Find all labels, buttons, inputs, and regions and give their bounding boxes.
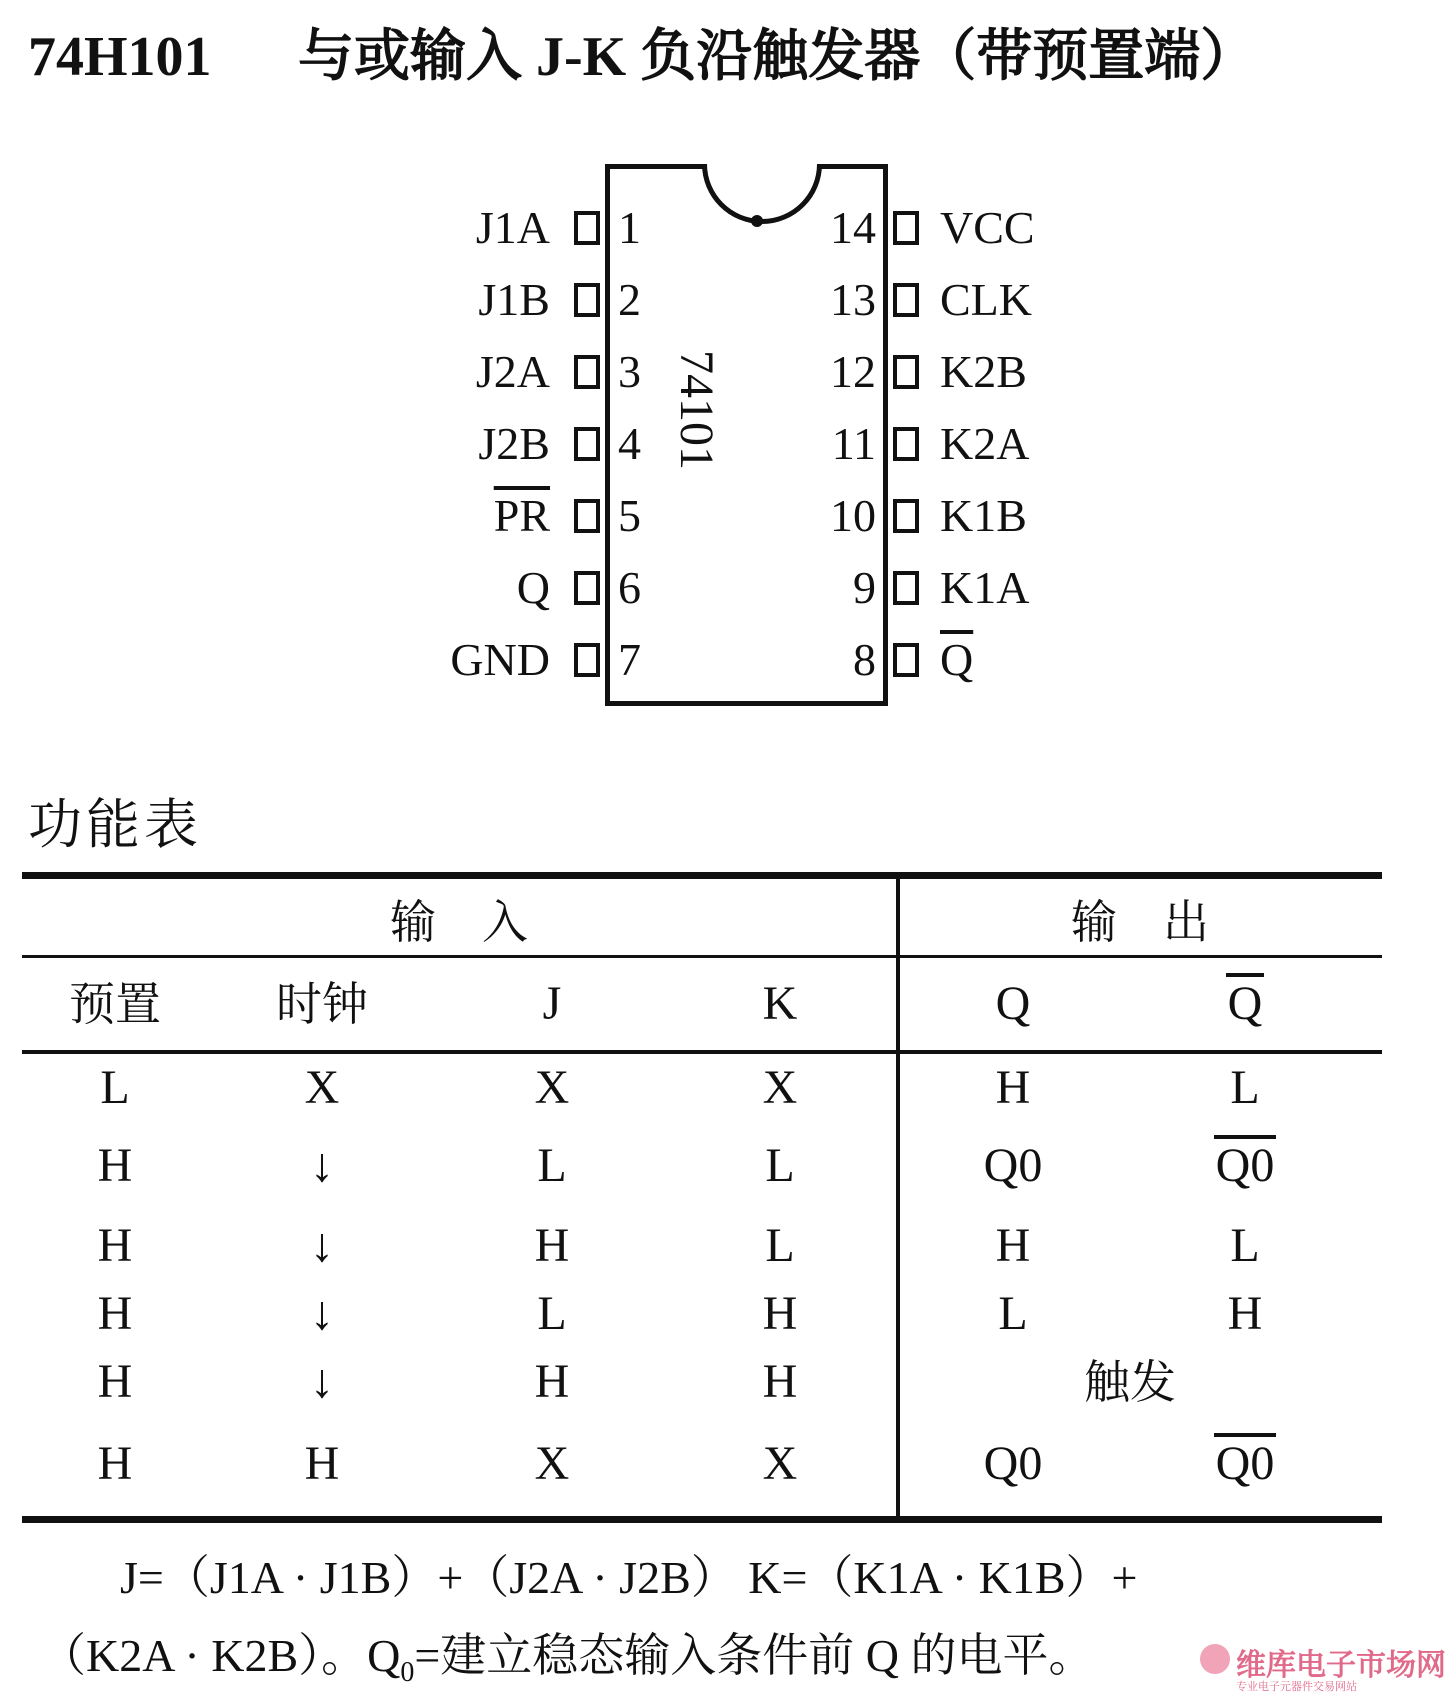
row-5-col-3 xyxy=(457,1350,647,1414)
row-5-col-2-text: ↓ xyxy=(310,1355,334,1408)
pin-number-8: 8 xyxy=(853,634,876,685)
row-2-col-1-text: H xyxy=(97,1139,133,1192)
chip-label: 74101 xyxy=(670,350,723,470)
pin-name-13: CLK xyxy=(940,274,1032,325)
row-2-col-2-text: ↓ xyxy=(310,1139,334,1192)
row-4-col-3-text: L xyxy=(537,1287,567,1340)
row-1-col-4 xyxy=(685,1056,875,1120)
row-1-col-1-text: L xyxy=(100,1061,130,1114)
row-3-col-1-text: H xyxy=(97,1219,133,1272)
row-5-col-4 xyxy=(685,1350,875,1414)
row-6-col-3 xyxy=(457,1432,647,1496)
pin-name-8: $\overline{Q}$ xyxy=(940,634,974,685)
io-divider xyxy=(896,876,900,1520)
row-3-col-3-text: H xyxy=(534,1219,570,1272)
row-5-col-1-text: H xyxy=(97,1355,133,1408)
row-1-col-1 xyxy=(20,1056,210,1120)
function-table-title: 功能表 xyxy=(28,793,202,856)
pin-box-5 xyxy=(574,499,600,533)
row-5-col-1 xyxy=(20,1350,210,1414)
pin-name-14: VCC xyxy=(940,202,1035,253)
row-6-col-2 xyxy=(227,1432,417,1496)
row-3-col-1 xyxy=(20,1214,210,1278)
row-2-col-4-text: L xyxy=(765,1139,795,1192)
row-4-col-3 xyxy=(457,1282,647,1346)
pin-name-3: J2A xyxy=(475,346,550,397)
group-rule xyxy=(22,955,1382,958)
row-1-col-3 xyxy=(457,1056,647,1120)
pin-name-6: Q xyxy=(516,562,550,613)
row-3-col-2 xyxy=(227,1214,417,1278)
pin-box-10 xyxy=(893,499,919,533)
row-2-qbar xyxy=(1150,1134,1340,1198)
pin-name-7: GND xyxy=(450,634,550,685)
part-number: 74H101 xyxy=(28,26,212,88)
pin-box-13 xyxy=(893,283,919,317)
row-6-col-4 xyxy=(685,1432,875,1496)
pin-number-9: 9 xyxy=(853,562,876,613)
header-col-5 xyxy=(918,972,1108,1036)
pin-name-12: K2B xyxy=(940,346,1027,397)
row-1-col-2-text: X xyxy=(304,1061,340,1114)
row-3-q xyxy=(918,1214,1108,1278)
note-line-1: J=（J1A · J1B）+（J2A · J2B） K=（K1A · K1B）+ xyxy=(120,1552,1138,1603)
pin-box-14 xyxy=(893,211,919,245)
pin-box-6 xyxy=(574,571,600,605)
pin-number-6: 6 xyxy=(618,562,641,613)
header-col-4 xyxy=(685,972,875,1036)
pin-name-1: J1A xyxy=(475,202,550,253)
row-6-col-2-text: H xyxy=(304,1437,340,1490)
pin-box-9 xyxy=(893,571,919,605)
row-6-qbar-text: Q0 xyxy=(1214,1433,1277,1490)
pin-name-4: J2B xyxy=(478,418,550,469)
note-line-2-end: =建立稳态输入条件前 Q 的电平。 xyxy=(414,1630,1095,1681)
header-col-3-text: J xyxy=(542,977,562,1030)
pin-number-10: 10 xyxy=(830,490,876,541)
row-6-col-1 xyxy=(20,1432,210,1496)
table-bottom-rule xyxy=(22,1516,1382,1523)
pin-number-14: 14 xyxy=(830,202,876,253)
row-1-q-text: H xyxy=(995,1061,1031,1114)
row-1-col-3-text: X xyxy=(534,1061,570,1114)
header-col-5-text: Q xyxy=(995,977,1031,1030)
row-4-qbar-text: H xyxy=(1227,1287,1263,1340)
pin-box-11 xyxy=(893,427,919,461)
pin-number-13: 13 xyxy=(830,274,876,325)
row-1-col-4-text: X xyxy=(762,1061,798,1114)
row-1-qbar xyxy=(1150,1056,1340,1120)
pin-number-2: 2 xyxy=(618,274,641,325)
watermark-name: 维库电子市场网 xyxy=(1236,1648,1446,1683)
pin-number-3: 3 xyxy=(618,346,641,397)
row-2-col-2 xyxy=(227,1134,417,1198)
pin-box-7 xyxy=(574,643,600,677)
row-4-col-2 xyxy=(227,1282,417,1346)
row-1-qbar-text: L xyxy=(1230,1061,1260,1114)
header-col-3 xyxy=(457,972,647,1036)
row-2-col-3 xyxy=(457,1134,647,1198)
row-4-q xyxy=(918,1282,1108,1346)
row-3-col-4-text: L xyxy=(765,1219,795,1272)
row-4-col-1 xyxy=(20,1282,210,1346)
header-rule xyxy=(22,1050,1382,1054)
row-2-col-4 xyxy=(685,1134,875,1198)
pin-box-12 xyxy=(893,355,919,389)
note-subscript: 0 xyxy=(400,1657,415,1688)
row-6-qbar xyxy=(1150,1432,1340,1496)
pin-box-4 xyxy=(574,427,600,461)
header-col-4-text: K xyxy=(762,977,798,1030)
row-6-q xyxy=(918,1432,1108,1496)
row-4-col-4 xyxy=(685,1282,875,1346)
row-4-col-4-text: H xyxy=(762,1287,798,1340)
note-line-2-start: （K2A · K2B）。Q xyxy=(40,1630,401,1681)
page-title xyxy=(28,22,1388,92)
watermark-logo xyxy=(1200,1640,1446,1700)
row-4-col-2-text: ↓ xyxy=(310,1287,334,1340)
pin-box-8 xyxy=(893,643,919,677)
header-col-2 xyxy=(227,972,417,1036)
header-col-6-text: Q xyxy=(1226,973,1265,1030)
row-3-col-4 xyxy=(685,1214,875,1278)
row-3-col-3 xyxy=(457,1214,647,1278)
row-5-col-3-text: H xyxy=(534,1355,570,1408)
row-1-col-2 xyxy=(227,1056,417,1120)
pin-number-11: 11 xyxy=(831,418,876,469)
row-2-qbar-text: Q0 xyxy=(1214,1135,1277,1192)
row-4-col-1-text: H xyxy=(97,1287,133,1340)
header-col-2-text: 时钟 xyxy=(276,977,368,1031)
chip-notch xyxy=(702,164,822,224)
pin-number-1: 1 xyxy=(618,202,641,253)
pin-number-4: 4 xyxy=(618,418,641,469)
row-5-col-2 xyxy=(227,1350,417,1414)
row-1-q xyxy=(918,1056,1108,1120)
pin-box-1 xyxy=(574,211,600,245)
row-3-qbar xyxy=(1150,1214,1340,1278)
row-6-q-text: Q0 xyxy=(983,1437,1043,1490)
pin-name-9: K1A xyxy=(940,562,1030,613)
pin-name-5: $\overline{PR}$ xyxy=(493,490,550,541)
pin-box-3 xyxy=(574,355,600,389)
pin-box-2 xyxy=(574,283,600,317)
row-2-col-3-text: L xyxy=(537,1139,567,1192)
row-6-col-4-text: X xyxy=(762,1437,798,1490)
pin-number-12: 12 xyxy=(830,346,876,397)
input-group-header: 输 入 xyxy=(390,895,528,949)
row-6-col-3-text: X xyxy=(534,1437,570,1490)
row-5-col-4-text: H xyxy=(762,1355,798,1408)
pin-number-5: 5 xyxy=(618,490,641,541)
row-2-q xyxy=(918,1134,1108,1198)
row-6-col-1-text: H xyxy=(97,1437,133,1490)
output-group-header: 输 出 xyxy=(1071,895,1209,949)
pin-name-10: K1B xyxy=(940,490,1027,541)
row-3-qbar-text: L xyxy=(1230,1219,1260,1272)
row-3-col-2-text: ↓ xyxy=(310,1219,334,1272)
row-4-q-text: L xyxy=(998,1287,1028,1340)
watermark-mark-icon xyxy=(1200,1644,1230,1674)
header-col-1 xyxy=(20,972,210,1036)
pin-name-2: J1B xyxy=(478,274,550,325)
watermark-tagline: 专业电子元器件交易网站 xyxy=(1236,1680,1357,1693)
note-line-2 xyxy=(40,1626,1095,1703)
row-2-col-1 xyxy=(20,1134,210,1198)
table-top-rule xyxy=(22,872,1382,879)
header-col-1-text: 预置 xyxy=(69,977,161,1031)
row-3-q-text: H xyxy=(995,1219,1031,1272)
pin-number-7: 7 xyxy=(618,634,641,685)
row-4-qbar xyxy=(1150,1282,1340,1346)
title-text: 与或输入 J-K 负沿触发器（带预置端） xyxy=(298,26,1257,88)
row-5-output-merged: 触发 xyxy=(1084,1355,1176,1409)
row-2-q-text: Q0 xyxy=(983,1139,1043,1192)
pin-name-11: K2A xyxy=(940,418,1030,469)
header-col-6 xyxy=(1150,972,1340,1036)
pin1-dot xyxy=(751,215,763,227)
